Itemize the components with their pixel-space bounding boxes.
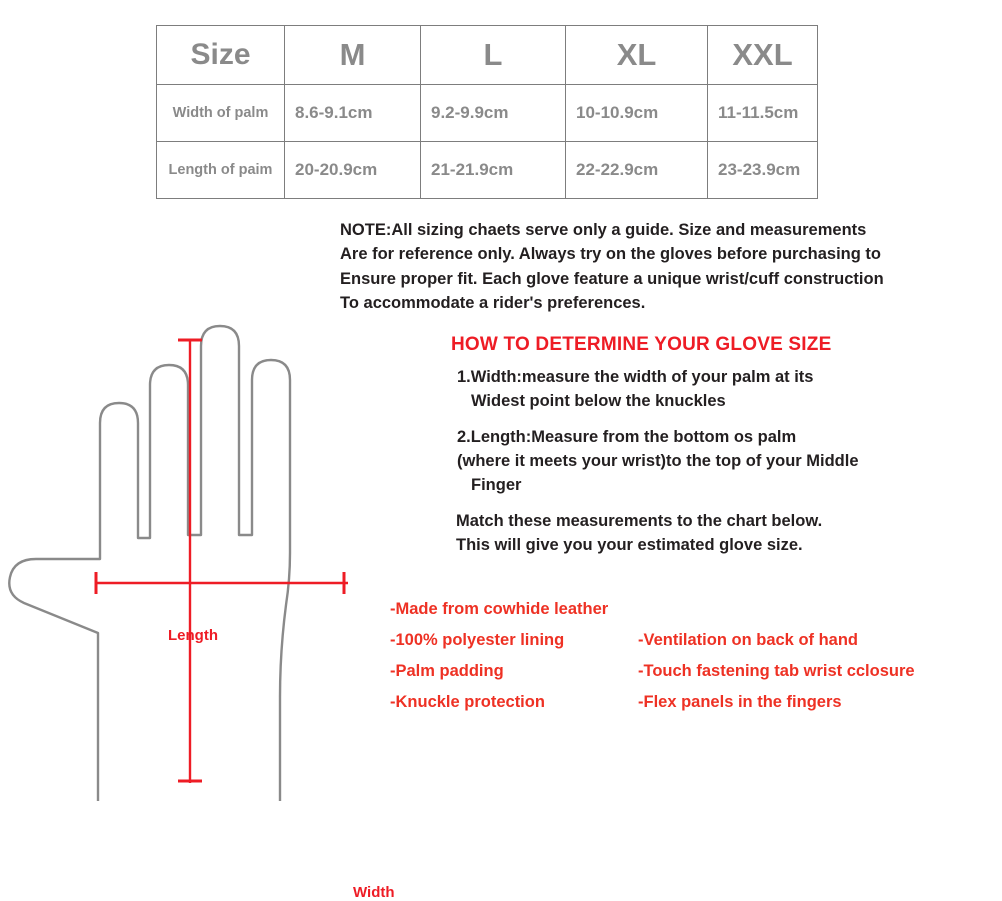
cell-width-l: 9.2-9.9cm (421, 85, 566, 142)
howto-step-length (449, 426, 994, 498)
cell-width-xl: 10-10.9cm (566, 85, 708, 142)
note-line-3: Ensure proper fit. Each glove feature a unique wrist/cuff construction (340, 269, 884, 288)
cell-length-xl: 22-22.9cm (566, 142, 708, 199)
cell-width-xxl: 11-11.5cm (708, 85, 818, 142)
cell-length-m: 20-20.9cm (285, 142, 421, 199)
list-item (390, 601, 990, 632)
step2-line2: (where it meets your wrist)to the top of your Middle (457, 451, 859, 470)
table-header-row (157, 26, 818, 85)
hand-outline-icon (0, 313, 430, 801)
cell-length-l: 21-21.9cm (421, 142, 566, 199)
match-line-2: This will give you your estimated glove size. (456, 536, 803, 555)
feature-left-2: -100% polyester lining (390, 631, 565, 649)
note-line-4: To accommodate a rider's preferences. (340, 293, 646, 312)
cell-length-xxl: 23-23.9cm (708, 142, 818, 199)
table-row (157, 85, 818, 142)
width-label: Width (353, 884, 395, 901)
length-label: Length (168, 627, 218, 644)
list-item (390, 663, 990, 694)
feature-left-1: -Made from cowhide leather (390, 600, 609, 618)
feature-right-2: -Ventilation on back of hand (638, 631, 859, 649)
table-header-m: M (285, 26, 421, 85)
feature-right-4: -Flex panels in the fingers (638, 693, 842, 711)
cell-width-m: 8.6-9.1cm (285, 85, 421, 142)
list-item (390, 632, 990, 663)
step1-line2: Widest point below the knuckles (471, 391, 726, 410)
note-line-2: Are for reference only. Always try on the gloves before purchasing to (340, 245, 881, 264)
table-row (157, 142, 818, 199)
step1-line1: 1.Width:measure the width of your palm at its (457, 368, 814, 386)
feature-left-3: -Palm padding (390, 662, 504, 680)
list-item (390, 694, 990, 725)
row-label-width-of-palm: Width of palm (157, 85, 285, 142)
table-header-xxl: XXL (708, 26, 818, 85)
feature-list (390, 601, 990, 725)
hand-diagram (0, 313, 430, 901)
howto-steps (449, 366, 994, 498)
table-header-l: L (421, 26, 566, 85)
step2-line3: Finger (471, 475, 522, 494)
note-line-1: NOTE:All sizing chaets serve only a guide. Size and measurements (340, 221, 867, 239)
size-chart-table (156, 25, 818, 199)
feature-left-4: -Knuckle protection (390, 693, 545, 711)
match-line-1: Match these measurements to the chart below. (456, 512, 823, 530)
table-header-size: Size (157, 26, 285, 85)
howto-step-width (449, 366, 994, 414)
row-label-length-of-palm: Length of paim (157, 142, 285, 199)
howto-title: HOW TO DETERMINE YOUR GLOVE SIZE (451, 334, 832, 355)
table-header-xl: XL (566, 26, 708, 85)
step2-line1: 2.Length:Measure from the bottom os palm (457, 427, 797, 446)
feature-right-3: -Touch fastening tab wrist cclosure (638, 662, 915, 680)
sizing-note (340, 218, 1000, 315)
match-instructions (456, 509, 996, 558)
